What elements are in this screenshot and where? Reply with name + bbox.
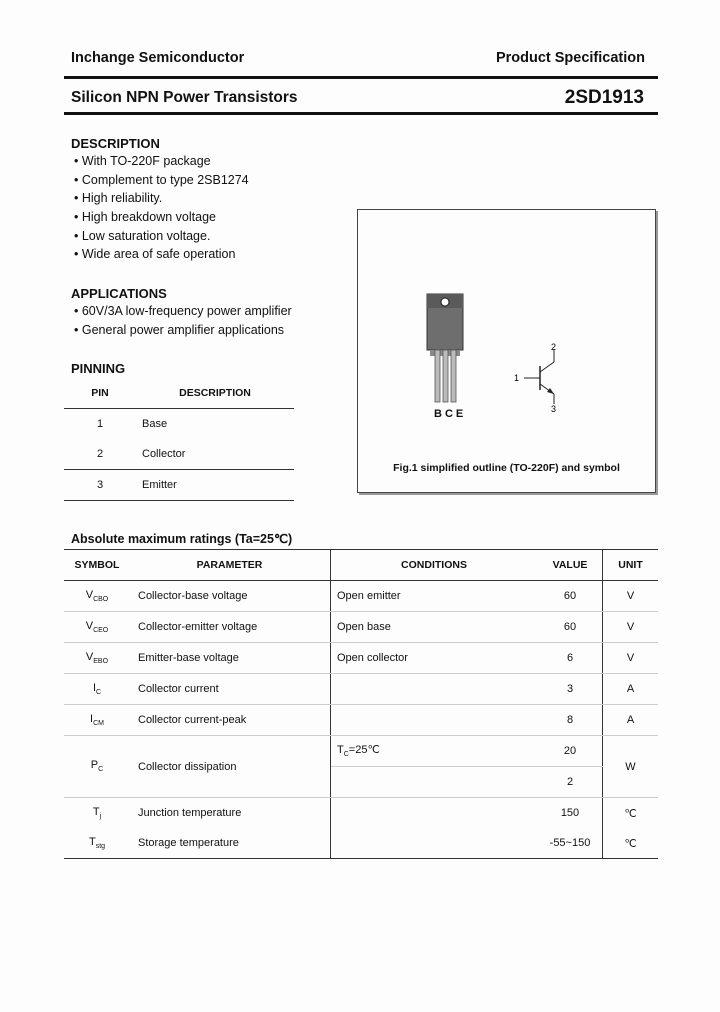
column-header: PARAMETER <box>130 550 331 581</box>
table-header-row <box>64 550 658 581</box>
value-cell: 150 <box>538 798 603 829</box>
subtitle-rule <box>64 112 658 115</box>
figure-box <box>357 209 656 493</box>
parameter-cell: Emitter-base voltage <box>130 643 331 674</box>
pin-description: Emitter <box>136 470 294 501</box>
parameter-cell: Collector current-peak <box>130 705 331 736</box>
pinning-table <box>64 378 294 501</box>
table-row <box>64 612 658 643</box>
conditions-cell: Open emitter <box>331 581 539 612</box>
symbol-cell: $I_C$ <box>64 674 130 705</box>
symbol-label-1: 1 <box>514 373 520 383</box>
parameter-cell: Junction temperature <box>130 798 331 829</box>
value-cell: 2 <box>538 767 603 798</box>
symbol-cell: $V_{CBO}$ <box>64 581 130 612</box>
table-row <box>64 828 658 859</box>
column-header: DESCRIPTION <box>136 378 294 409</box>
list-item: • 60V/3A low-frequency power amplifier <box>74 302 292 321</box>
document-type: Product Specification <box>495 50 645 66</box>
parameter-cell: Collector-base voltage <box>130 581 331 612</box>
header-rule <box>64 76 658 79</box>
table-row <box>64 581 658 612</box>
table-header-row <box>64 378 294 409</box>
unit-cell: ℃ <box>624 807 637 820</box>
pin-description: Collector <box>136 439 294 470</box>
symbol-cell: $T_{stg}$ <box>64 828 130 859</box>
transistor-symbol <box>358 210 655 450</box>
figure-caption: Fig.1 simplified outline (TO-220F) and symbol <box>393 462 620 474</box>
unit-cell: V <box>603 643 659 674</box>
table-row <box>64 643 658 674</box>
symbol-cell: $T_j$ <box>92 805 102 821</box>
conditions-cell <box>331 705 539 736</box>
value-cell: 60 <box>538 612 603 643</box>
symbol-label-2: 2 <box>551 342 557 352</box>
parameter-cell: Collector-emitter voltage <box>130 612 331 643</box>
product-subtitle: Silicon NPN Power Transistors <box>71 89 298 106</box>
list-item: • High breakdown voltage <box>74 208 249 227</box>
conditions-cell <box>331 828 539 859</box>
conditions-cell <box>331 767 539 798</box>
ratings-table <box>64 549 658 859</box>
value-cell: 6 <box>538 643 603 674</box>
value-cell: 3 <box>538 674 603 705</box>
description-list <box>74 152 249 264</box>
list-item: • With TO-220F package <box>74 152 249 171</box>
symbol-cell: $V_{EBO}$ <box>64 643 130 674</box>
conditions-cell <box>331 674 539 705</box>
pinning-heading: PINNING <box>71 361 126 376</box>
column-header: CONDITIONS <box>331 550 539 581</box>
list-item: • Wide area of safe operation <box>74 245 249 264</box>
value-cell: 20 <box>538 736 603 767</box>
table-row <box>64 736 658 767</box>
table-row <box>64 439 294 470</box>
column-header: SYMBOL <box>64 550 130 581</box>
table-row <box>64 470 294 501</box>
column-header: PIN <box>64 378 136 409</box>
pin-number: 3 <box>64 470 136 501</box>
table-row <box>64 705 658 736</box>
unit-cell: A <box>603 674 659 705</box>
column-header: VALUE <box>538 550 603 581</box>
unit-cell: A <box>603 705 659 736</box>
unit-cell: V <box>603 612 659 643</box>
unit-cell: ℃ <box>603 828 659 859</box>
pin-number: 1 <box>96 418 104 430</box>
list-item: • General power amplifier applications <box>74 321 292 340</box>
value-cell: 60 <box>538 581 603 612</box>
column-header: UNIT <box>603 550 659 581</box>
parameter-cell: Collector current <box>130 674 331 705</box>
conditions-cell: $T_C=25℃$ <box>331 736 539 767</box>
conditions-cell: Open base <box>331 612 539 643</box>
list-item: • Complement to type 2SB1274 <box>74 171 249 190</box>
parameter-cell: Storage temperature <box>130 828 331 859</box>
symbol-cell: $V_{CEO}$ <box>64 612 130 643</box>
ratings-heading: Absolute maximum ratings (Ta=25℃) <box>71 532 293 546</box>
part-number: 2SD1913 <box>564 87 644 108</box>
pin-description: Base <box>142 418 168 430</box>
list-item: • High reliability. <box>74 189 249 208</box>
list-item: • Low saturation voltage. <box>74 227 249 246</box>
symbol-cell: $P_C$ <box>64 736 130 798</box>
table-row <box>64 674 658 705</box>
value-cell: 8 <box>538 705 603 736</box>
conditions-cell: Open collector <box>331 643 539 674</box>
description-heading: DESCRIPTION <box>71 136 160 151</box>
package-pin-labels: BCE <box>434 408 467 420</box>
table-row <box>64 409 294 440</box>
conditions-cell <box>331 798 539 829</box>
pin-number: 2 <box>64 439 136 470</box>
applications-heading: APPLICATIONS <box>71 286 167 301</box>
applications-list <box>74 302 292 339</box>
symbol-cell: $I_{CM}$ <box>64 705 130 736</box>
symbol-label-3: 3 <box>551 404 557 414</box>
company-name: Inchange Semiconductor <box>71 50 245 66</box>
unit-cell: W <box>603 736 659 798</box>
value-cell: -55~150 <box>538 828 603 859</box>
table-row <box>64 798 658 829</box>
unit-cell: V <box>603 581 659 612</box>
parameter-cell: Collector dissipation <box>130 736 331 798</box>
